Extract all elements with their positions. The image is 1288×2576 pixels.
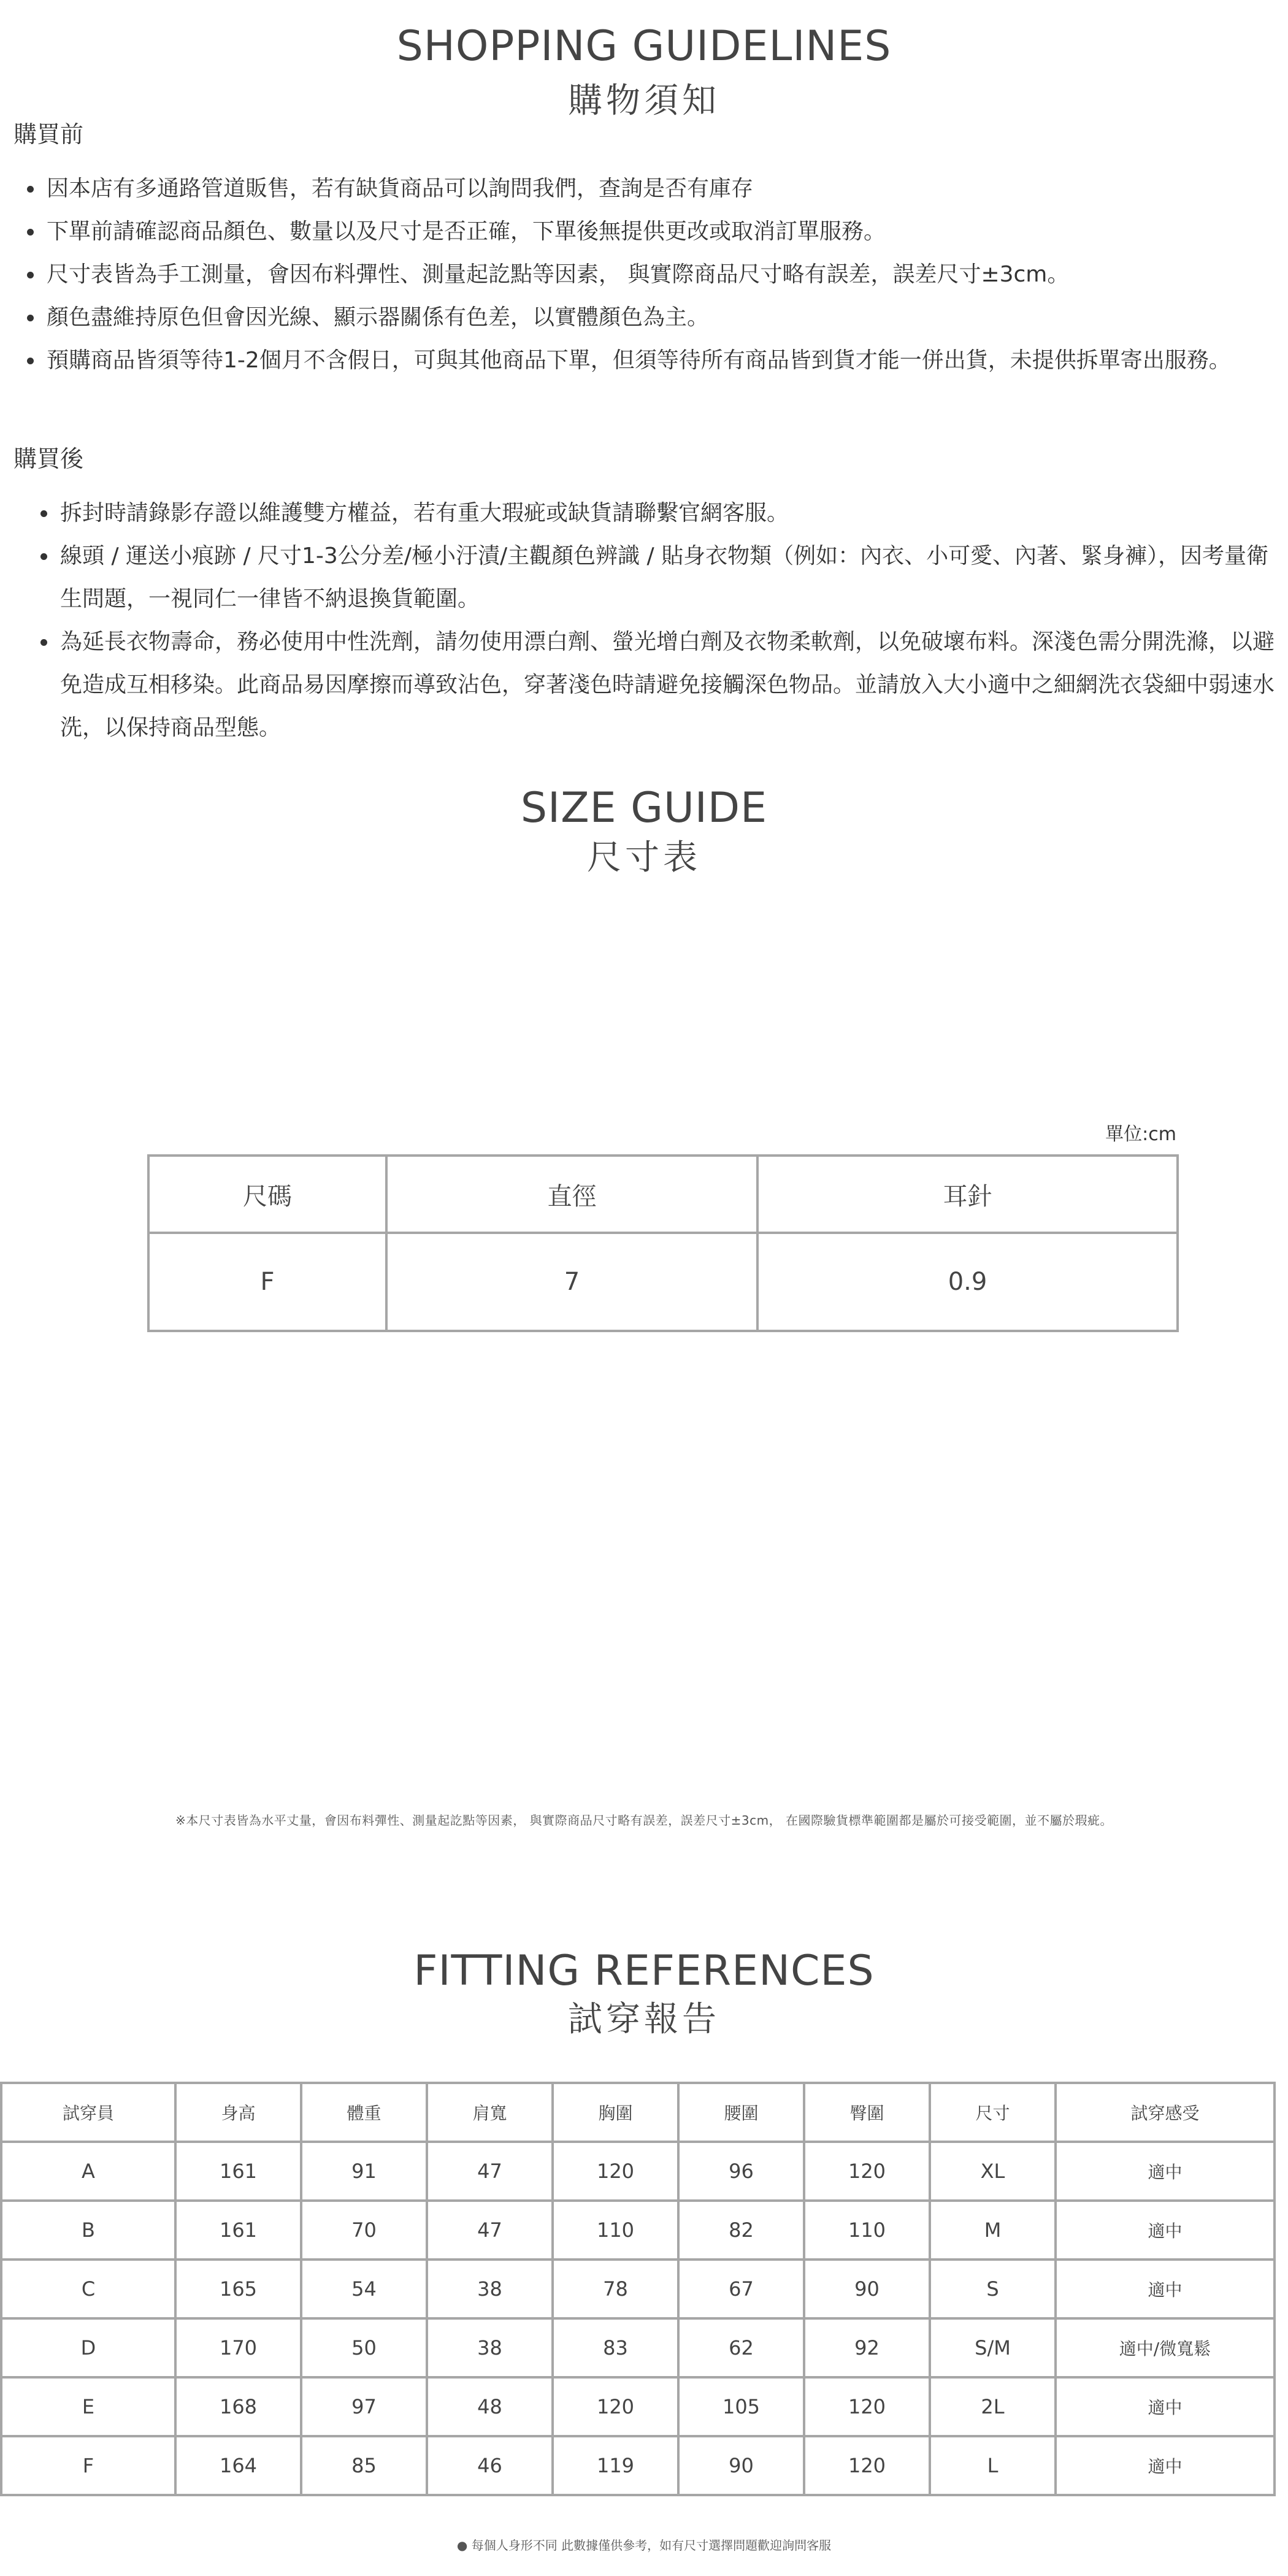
list-item: 為延長衣物壽命，務必使用中性洗劑，請勿使用漂白劑、螢光增白劑及衣物柔軟劑，以免破壞布料。深淺色需分開洗滌，以避免造成互相移染。此商品易因摩擦而導致沾色，穿著淺色時請避免接觸深色物品。並請放入大小適中之細網洗衣袋細中弱速水洗，以保持商品型態。 [27, 621, 1284, 749]
fitting-cell: 119 [553, 2436, 678, 2495]
fitting-cell: 82 [678, 2201, 804, 2260]
fitting-cell: M [930, 2201, 1056, 2260]
size-table [147, 1154, 1179, 1332]
size-header-cell: 尺碼 [148, 1156, 386, 1233]
fitting-header-cell: 試穿感受 [1056, 2083, 1275, 2142]
fitting-cell: 38 [427, 2318, 553, 2377]
list-item: 預購商品皆須等待1-2個月不含假日，可與其他商品下單，但須等待所有商品皆到貨才能一併出貨，未提供拆單寄出服務。 [13, 339, 1277, 382]
fitting-cell: 適中 [1056, 2377, 1275, 2436]
fitting-cell: 2L [930, 2377, 1056, 2436]
table-row [1, 2260, 1275, 2318]
after-purchase-heading: 購買後 [13, 445, 84, 472]
fitting-cell: 110 [553, 2201, 678, 2260]
fitting-table [0, 2082, 1276, 2496]
fitting-cell: F [1, 2436, 175, 2495]
fitting-header-cell: 體重 [301, 2083, 427, 2142]
fitting-note: ● 每個人身形不同 此數據僅供參考，如有尺寸選擇問題歡迎詢問客服 [456, 2538, 832, 2553]
fitting-cell: 105 [678, 2377, 804, 2436]
fitting-cell: 適中 [1056, 2201, 1275, 2260]
fitting-cell: 161 [175, 2201, 301, 2260]
list-item: 尺寸表皆為手工測量，會因布料彈性、測量起訖點等因素， 與實際商品尺寸略有誤差，誤差尺寸±3cm。 [13, 253, 1277, 296]
size-cell: 7 [386, 1233, 757, 1331]
fitting-cell: 46 [427, 2436, 553, 2495]
list-item: 線頭 / 運送小痕跡 / 尺寸1-3公分差/極小汙漬/主觀顏色辨識 / 貼身衣物類（例如：內衣、小可愛、內著、緊身褲），因考量衛生問題，一視同仁一律皆不納退換貨範圍。 [27, 535, 1284, 621]
fitting-cell: 91 [301, 2142, 427, 2201]
fitting-cell: 適中 [1056, 2142, 1275, 2201]
fitting-header-cell: 胸圍 [553, 2083, 678, 2142]
fitting-cell: 適中 [1056, 2260, 1275, 2318]
fitting-header-cell: 肩寬 [427, 2083, 553, 2142]
table-row [1, 2377, 1275, 2436]
fitting-cell: 120 [804, 2377, 930, 2436]
fitting-cell: D [1, 2318, 175, 2377]
size-header-cell: 直徑 [386, 1156, 757, 1233]
fitting-header-cell: 臀圍 [804, 2083, 930, 2142]
fitting-cell: A [1, 2142, 175, 2201]
size-table-header-row [148, 1156, 1178, 1233]
list-item: 因本店有多通路管道販售，若有缺貨商品可以詢問我們，查詢是否有庫存 [13, 167, 1277, 210]
fitting-header-cell: 腰圍 [678, 2083, 804, 2142]
fitting-cell: 54 [301, 2260, 427, 2318]
fitting-cell: 83 [553, 2318, 678, 2377]
fitting-cell: XL [930, 2142, 1056, 2201]
fitting-cell: 110 [804, 2201, 930, 2260]
fitting-title-en: FITTING REFERENCES [413, 1947, 875, 1995]
fitting-cell: 85 [301, 2436, 427, 2495]
fitting-cell: 120 [553, 2377, 678, 2436]
size-guide-note: ※本尺寸表皆為水平丈量，會因布料彈性、測量起訖點等因素， 與實際商品尺寸略有誤差，誤差尺寸±3cm， 在國際驗貨標準範圍都是屬於可接受範圍，並不屬於瑕疵。 [175, 1813, 1113, 1828]
before-purchase-list [13, 167, 1277, 382]
size-guide-title-en: SIZE GUIDE [520, 784, 768, 832]
fitting-cell: 161 [175, 2142, 301, 2201]
fitting-cell: E [1, 2377, 175, 2436]
list-item: 拆封時請錄影存證以維護雙方權益，若有重大瑕疵或缺貨請聯繫官網客服。 [27, 492, 1284, 535]
shopping-title-zh: 購物須知 [568, 81, 720, 121]
fitting-cell: L [930, 2436, 1056, 2495]
fitting-cell: B [1, 2201, 175, 2260]
fitting-cell: 120 [804, 2436, 930, 2495]
fitting-cell: S/M [930, 2318, 1056, 2377]
fitting-cell: 90 [804, 2260, 930, 2318]
fitting-cell: 47 [427, 2142, 553, 2201]
list-item: 下單前請確認商品顏色、數量以及尺寸是否正確，下單後無提供更改或取消訂單服務。 [13, 210, 1277, 253]
fitting-cell: 97 [301, 2377, 427, 2436]
fitting-cell: 38 [427, 2260, 553, 2318]
fitting-cell: C [1, 2260, 175, 2318]
fitting-header-cell: 尺寸 [930, 2083, 1056, 2142]
size-cell: F [148, 1233, 386, 1331]
fitting-cell: 90 [678, 2436, 804, 2495]
fitting-cell: 70 [301, 2201, 427, 2260]
fitting-cell: 164 [175, 2436, 301, 2495]
fitting-header-cell: 試穿員 [1, 2083, 175, 2142]
fitting-cell: 96 [678, 2142, 804, 2201]
table-row [1, 2142, 1275, 2201]
fitting-cell: 50 [301, 2318, 427, 2377]
fitting-cell: 120 [553, 2142, 678, 2201]
unit-label: 單位:cm [1105, 1124, 1176, 1145]
size-guide-title-zh: 尺寸表 [587, 838, 701, 878]
fitting-cell: 168 [175, 2377, 301, 2436]
table-row [148, 1233, 1178, 1331]
list-item: 顏色盡維持原色但會因光線、顯示器關係有色差，以實體顏色為主。 [13, 296, 1277, 339]
size-cell: 0.9 [757, 1233, 1178, 1331]
shopping-title-en: SHOPPING GUIDELINES [396, 22, 892, 71]
table-row [1, 2318, 1275, 2377]
table-row [1, 2201, 1275, 2260]
size-header-cell: 耳針 [757, 1156, 1178, 1233]
fitting-cell: 78 [553, 2260, 678, 2318]
fitting-cell: 47 [427, 2201, 553, 2260]
fitting-header-cell: 身高 [175, 2083, 301, 2142]
before-purchase-heading: 購買前 [13, 121, 84, 148]
fitting-cell: 適中/微寬鬆 [1056, 2318, 1275, 2377]
fitting-cell: 92 [804, 2318, 930, 2377]
fitting-title-zh: 試穿報告 [568, 1999, 720, 2039]
fitting-header-row [1, 2083, 1275, 2142]
table-row [1, 2436, 1275, 2495]
fitting-cell: 170 [175, 2318, 301, 2377]
fitting-cell: 67 [678, 2260, 804, 2318]
fitting-cell: S [930, 2260, 1056, 2318]
fitting-cell: 62 [678, 2318, 804, 2377]
fitting-cell: 適中 [1056, 2436, 1275, 2495]
fitting-cell: 120 [804, 2142, 930, 2201]
fitting-cell: 48 [427, 2377, 553, 2436]
after-purchase-list [27, 492, 1284, 749]
fitting-cell: 165 [175, 2260, 301, 2318]
